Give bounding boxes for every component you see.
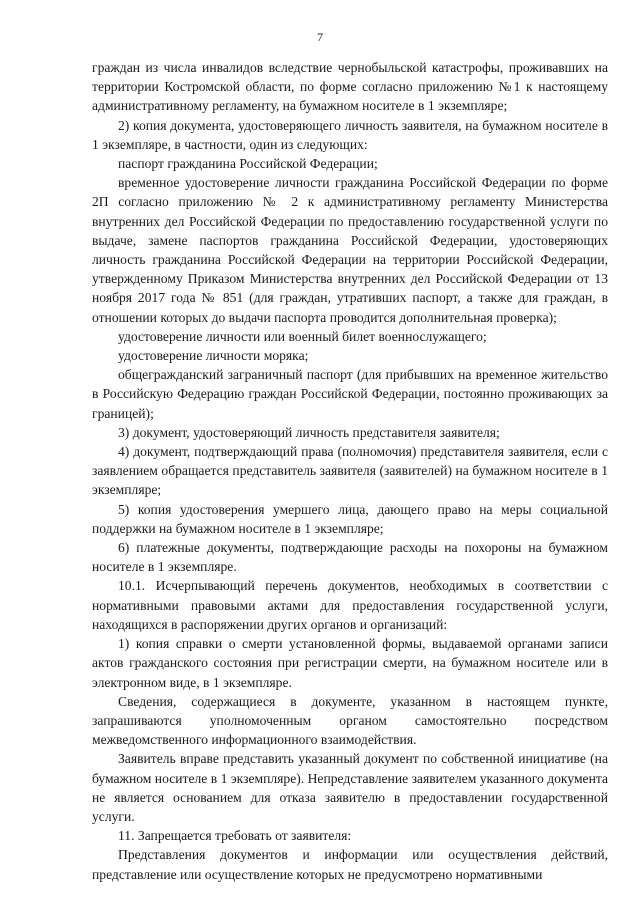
paragraph: Заявитель вправе представить указанный документ по собственной инициативе (на бумажном носителе в 1 экземпляре). Непредставление заявителем указанного документа не является основанием для отказа заявителю в предоставлении государственной услуги. xyxy=(92,751,608,824)
paragraph: Сведения, содержащиеся в документе, указанном в настоящем пункте, запрашиваются уполномоченным органом самостоятельно посредством межведомственного информационного взаимодействия. xyxy=(92,693,608,748)
paragraph: 10.1. Исчерпывающий перечень документов, необходимых в соответствии с нормативными правовыми актами для предоставления государственной услуги, находящихся в распоряжении других органов и организаций: xyxy=(92,578,608,632)
paragraph: 2) копия документа, удостоверяющего личность заявителя, на бумажном носителе в 1 экземпляре, в частности, один из следующих: xyxy=(92,117,608,152)
page-number: 7 xyxy=(317,30,323,44)
paragraph: удостоверение личности или военный билет военнослужащего; xyxy=(118,328,487,344)
paragraph: граждан из числа инвалидов вследствие чернобыльской катастрофы, проживавших на территории Костромской области, по форме согласно приложению №1 к настоящему административному регламенту, на бумажном носителе в 1 экземпляре; xyxy=(92,60,608,114)
document-body xyxy=(92,58,608,884)
paragraph: 5) копия удостоверения умершего лица, дающего право на меры социальной поддержки на бумажном носителе в 1 экземпляре; xyxy=(92,501,608,536)
paragraph: 3) документ, удостоверяющий личность представителя заявителя; xyxy=(118,424,500,440)
paragraph: 1) копия справки о смерти установленной формы, выдаваемой органами записи актов гражданского состояния при регистрации смерти, на бумажном носителе или в электронном виде, в 1 экземпляре. xyxy=(92,636,608,690)
paragraph: 6) платежные документы, подтверждающие расходы на похороны на бумажном носителе в 1 экземпляре. xyxy=(92,540,608,575)
paragraph: временное удостоверение личности гражданина Российской Федерации по форме 2П согласно приложению № 2 к административному регламенту Министерства внутренних дел Российской Федерации по предоставлению государственной услуги по выдаче, замене паспортов гражданина Российской Федерации, удостоверяющих личность гражданина Российской Федерации на территории Российской Федерации, утвержденному Приказом Министерства внутренних дел Российской Федерации от 13 ноября 2017 года № 851 (для граждан, утративших паспорт, а также для граждан, в отношении которых до выдачи паспорта проводится дополнительная проверка); xyxy=(92,175,608,325)
paragraph: 4) документ, подтверждающий права (полномочия) представителя заявителя, если с заявлением обращается представитель заявителя (заявителей) на бумажном носителе в 1 экземпляре; xyxy=(92,444,608,498)
paragraph: паспорт гражданина Российской Федерации; xyxy=(118,156,378,172)
paragraph: Представления документов и информации или осуществления действий, представление или осуществление которых не предусмотрено нормативными xyxy=(92,847,608,882)
paragraph: общегражданский заграничный паспорт (для прибывших на временное жительство в Российскую Федерацию граждан Российской Федерации, постоянно проживающих за границей); xyxy=(92,367,608,421)
paragraph: удостоверение личности моряка; xyxy=(118,348,309,364)
paragraph: 11. Запрещается требовать от заявителя: xyxy=(118,828,352,844)
